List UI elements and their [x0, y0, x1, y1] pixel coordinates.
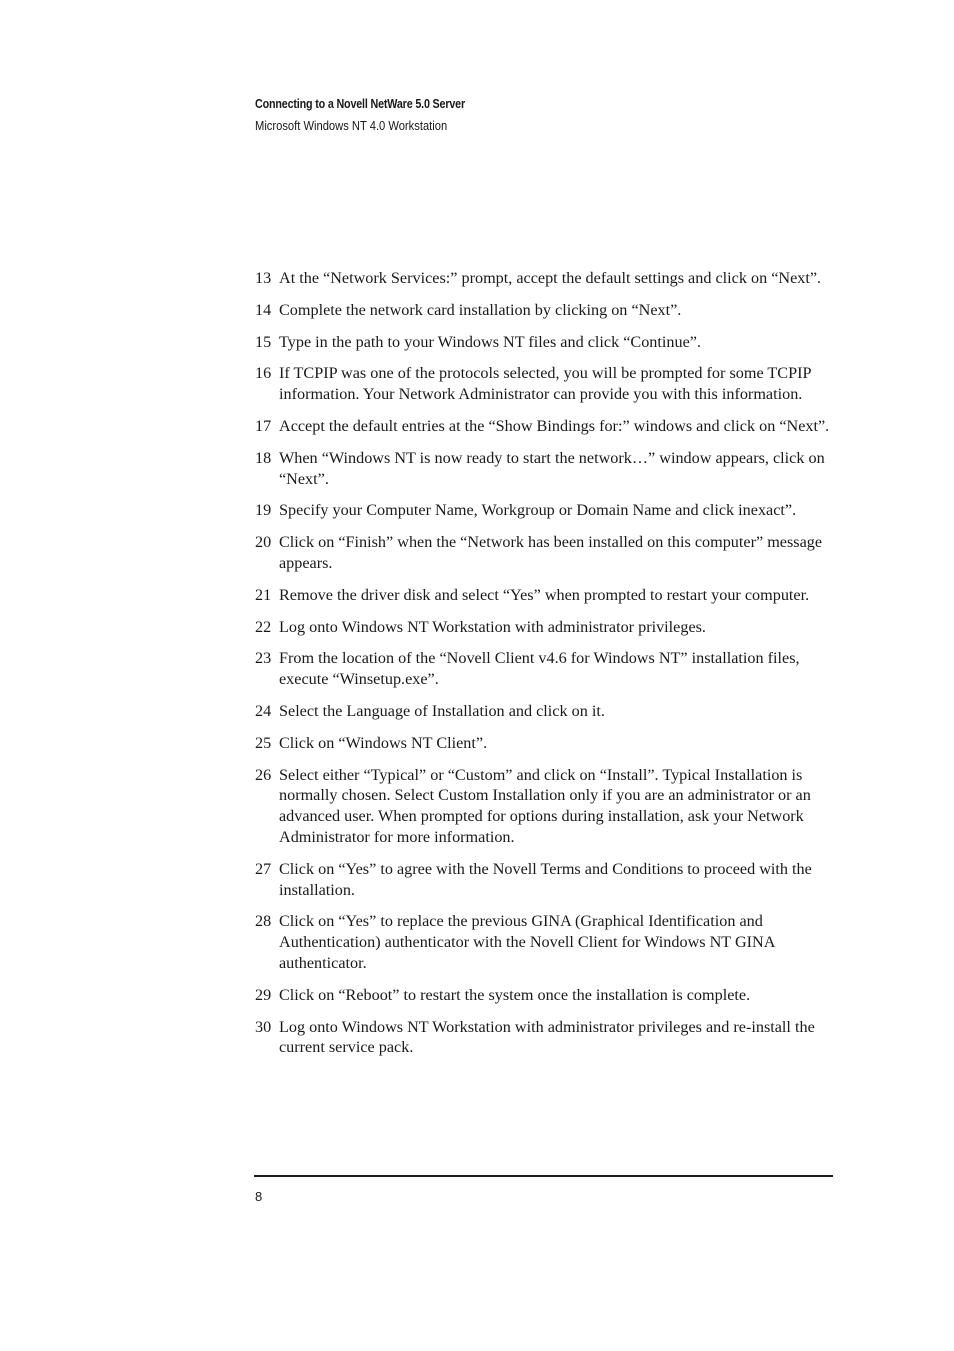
- footer-divider: [254, 1175, 833, 1177]
- step-text: Specify your Computer Name, Workgroup or Domain Name and click inexact”.: [279, 501, 797, 520]
- header-subtitle: Microsoft Windows NT 4.0 Workstation: [255, 118, 448, 133]
- step-number: 18: [255, 448, 272, 467]
- step-17: [255, 416, 833, 437]
- step-number: 30: [255, 1017, 272, 1036]
- step-25: [255, 733, 833, 754]
- step-number: 19: [255, 501, 272, 520]
- step-28: [255, 911, 833, 973]
- step-number: 28: [255, 912, 272, 931]
- step-number: 17: [255, 416, 272, 435]
- step-27: [255, 859, 833, 901]
- step-20: [255, 532, 833, 574]
- step-number: 25: [255, 733, 272, 752]
- step-number: 24: [255, 701, 272, 720]
- step-19: [255, 500, 833, 521]
- step-14: [255, 300, 833, 321]
- step-text: Click on “Reboot” to restart the system once the installation is complete.: [279, 985, 751, 1004]
- step-number: 15: [255, 332, 272, 351]
- step-26: [255, 765, 833, 848]
- header-title: Connecting to a Novell NetWare 5.0 Server: [255, 97, 466, 111]
- step-text: If TCPIP was one of the protocols selected, you will be prompted for some TCPIP information. Your Network Administrator can provide you with this information.: [279, 364, 811, 404]
- step-text: Click on “Finish” when the “Network has been installed on this computer” message appears.: [279, 533, 823, 572]
- step-23: [255, 648, 833, 690]
- step-text: Click on “Yes” to replace the previous GINA (Graphical Identification and Authentication) authenticator with the Novell Client for Windows NT GINA authenticator.: [279, 912, 775, 972]
- step-21: [255, 585, 833, 606]
- step-text: Click on “Windows NT Client”.: [279, 733, 488, 752]
- step-13: [255, 268, 833, 289]
- step-text: Complete the network card installation by clicking on “Next”.: [279, 300, 682, 319]
- step-text: From the location of the “Novell Client v4.6 for Windows NT” installation files, execute “Winsetup.exe”.: [279, 649, 800, 689]
- step-text: When “Windows NT is now ready to start the network…” window appears, click on “Next”.: [279, 448, 825, 488]
- step-29: [255, 985, 833, 1006]
- step-number: 29: [255, 985, 272, 1004]
- page-number: 8: [255, 1189, 263, 1204]
- step-text: Accept the default entries at the “Show Bindings for:” windows and click on “Next”.: [279, 416, 830, 435]
- step-16: [255, 363, 833, 405]
- step-text: Type in the path to your Windows NT files and click “Continue”.: [279, 332, 702, 351]
- step-text: Select the Language of Installation and click on it.: [279, 701, 605, 720]
- step-number: 13: [255, 269, 272, 287]
- instruction-steps: [255, 268, 833, 1069]
- step-number: 26: [255, 765, 272, 784]
- step-text: Select either “Typical” or “Custom” and click on “Install”. Typical Installation is normally chosen. Select Custom Installation only if you are an administrator or an advanced user. When prompted for options during installation, ask your Network Administrator for more information.: [279, 765, 811, 846]
- step-number: 22: [255, 617, 272, 636]
- step-22: [255, 617, 833, 638]
- step-15: [255, 332, 833, 353]
- step-24: [255, 701, 833, 722]
- running-header: [255, 95, 499, 136]
- step-number: 23: [255, 649, 272, 668]
- step-number: 27: [255, 859, 272, 878]
- step-number: 20: [255, 533, 272, 552]
- step-text: Log onto Windows NT Workstation with administrator privileges.: [279, 617, 706, 636]
- step-30: [255, 1017, 833, 1059]
- step-number: 21: [255, 585, 272, 604]
- step-text: Click on “Yes” to agree with the Novell Terms and Conditions to proceed with the installation.: [279, 859, 812, 899]
- step-text: Log onto Windows NT Workstation with administrator privileges and re-install the current service pack.: [279, 1017, 815, 1057]
- step-number: 16: [255, 364, 272, 383]
- step-number: 14: [255, 300, 272, 319]
- step-18: [255, 448, 833, 490]
- step-text: Remove the driver disk and select “Yes” when prompted to restart your computer.: [279, 585, 810, 604]
- step-text: At the “Network Services:” prompt, accept the default settings and click on “Next”.: [279, 269, 822, 287]
